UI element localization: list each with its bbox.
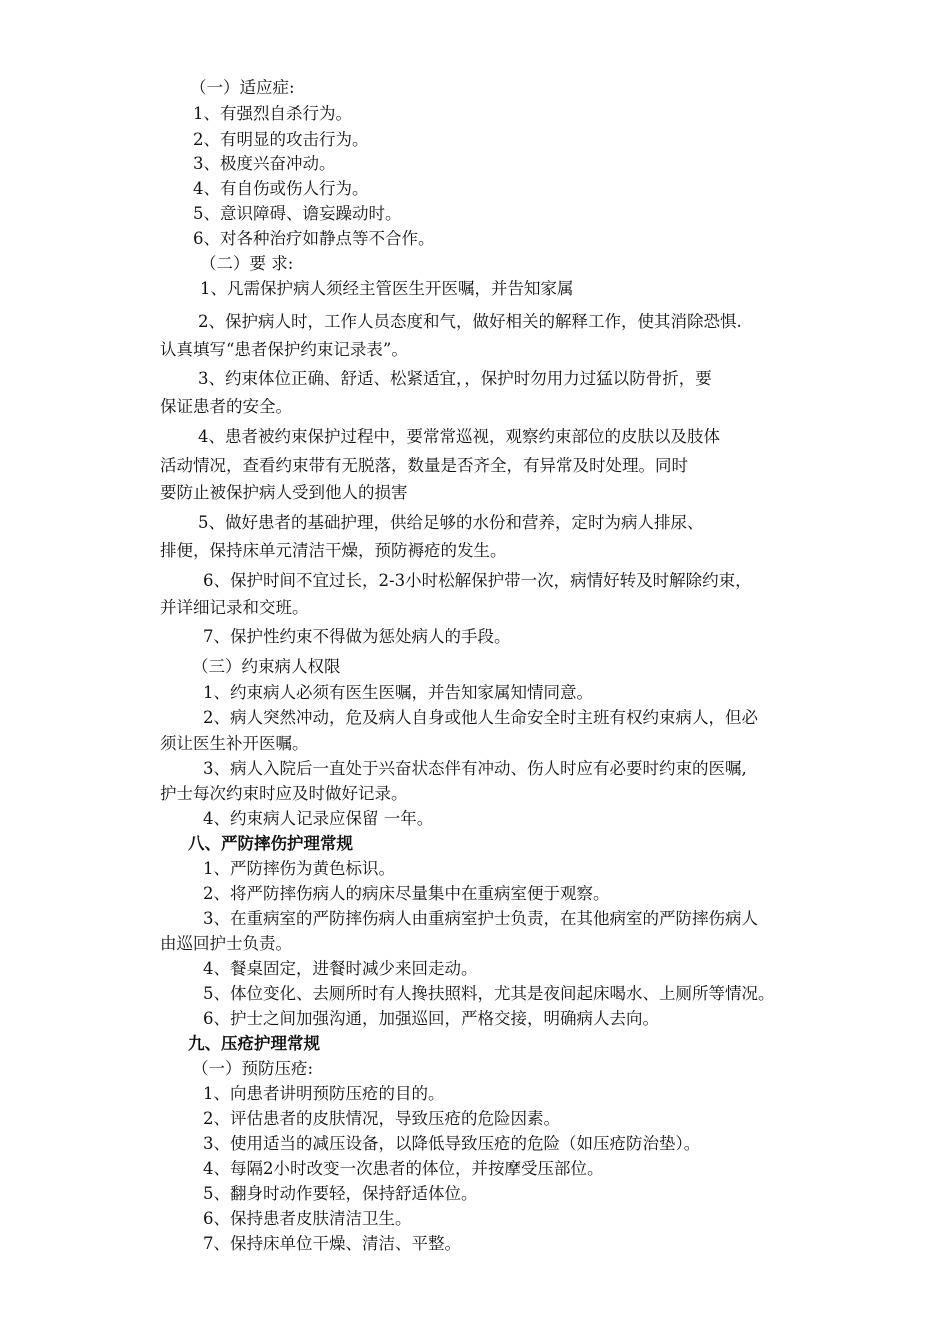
text-line: 1、向患者讲明预防压疮的目的。 [203, 1084, 445, 1103]
text-line: 1、凡需保护病人须经主管医生开医嘱，并告知家属 [200, 279, 574, 298]
text-line: 保证患者的安全。 [160, 397, 292, 416]
text-line: 4、有自伤或伤人行为。 [193, 179, 369, 198]
text-line: 6、对各种治疗如静点等不合作。 [193, 229, 435, 248]
text-line: 5、翻身时动作要轻，保持舒适体位。 [203, 1184, 478, 1203]
text-line: 由巡回护士负责。 [160, 934, 292, 953]
text-line: 2、保护病人时，工作人员态度和气，做好相关的解释工作，使其消除恐惧. [198, 312, 742, 331]
text-line: 3、约束体位正确、舒适、松紧适宜，，保护时勿用力过猛以防骨折，要 [198, 369, 712, 388]
section-heading: （三）约束病人权限 [192, 657, 341, 676]
text-line: 7、保持床单位干燥、清洁、平整。 [203, 1234, 461, 1253]
text-line: 2、病人突然冲动，危及病人自身或他人生命安全时主班有权约束病人，但必 [203, 708, 758, 727]
text-line: 3、病人入院后一直处于兴奋状态伴有冲动、伤人时应有必要时约束的医嘱, [203, 759, 747, 778]
text-line: 活动情况，查看约束带有无脱落，数量是否齐全，有异常及时处理。同时 [160, 456, 688, 475]
text-line: 1、约束病人必须有医生医嘱，并告知家属知情同意。 [203, 683, 593, 702]
text-line: 6、护士之间加强沟通，加强巡回，严格交接，明确病人去向。 [203, 1009, 659, 1028]
text-line: 2、将严防摔伤病人的病床尽量集中在重病室便于观察。 [203, 884, 610, 903]
text-line: 1、严防摔伤为黄色标识。 [203, 859, 395, 878]
text-line: 3、极度兴奋冲动。 [193, 154, 336, 173]
text-line: 5、体位变化、去厕所时有人搀扶照料，尤其是夜间起床喝水、上厕所等情况。 [203, 984, 775, 1003]
text-line: 护士每次约束时应及时做好记录。 [160, 784, 408, 803]
text-line: 7、保护性约束不得做为惩处病人的手段。 [203, 627, 511, 646]
text-line: 4、约束病人记录应保留 一年。 [203, 809, 434, 828]
text-line: 排便，保持床单元清洁干燥，预防褥疮的发生。 [160, 541, 507, 560]
text-line: 要防止被保护病人受到他人的损害 [160, 483, 408, 502]
text-line: 1、有强烈自杀行为。 [193, 104, 352, 123]
text-line: 须让医生补开医嘱。 [160, 734, 309, 753]
text-line: 认真填写“患者保护约束记录表”。 [160, 340, 408, 359]
chapter-heading: 八、严防摔伤护理常规 [188, 834, 353, 853]
text-line: 3、在重病室的严防摔伤病人由重病室护士负责，在其他病室的严防摔伤病人 [203, 909, 758, 928]
text-line: 3、使用适当的减压设备，以降低导致压疮的危险（如压疮防治垫）。 [203, 1134, 701, 1153]
text-line: 6、保持患者皮肤清洁卫生。 [203, 1209, 412, 1228]
section-heading: （一）预防压疮: [192, 1059, 314, 1078]
text-line: 5、意识障碍、谵妄躁动时。 [193, 204, 402, 223]
text-line: 2、评估患者的皮肤情况，导致压疮的危险因素。 [203, 1109, 560, 1128]
text-line: 并详细记录和交班。 [160, 598, 309, 617]
chapter-heading: 九、压疮护理常规 [188, 1034, 320, 1053]
text-line: 2、有明显的攻击行为。 [193, 130, 369, 149]
text-line: 5、做好患者的基础护理，供给足够的水份和营养，定时为病人排尿、 [198, 513, 704, 532]
text-line: 4、餐桌固定，进餐时减少来回走动。 [203, 959, 478, 978]
text-line: 6、保护时间不宜过长，2-3小时松解保护带一次，病情好转及时解除约束， [203, 571, 752, 590]
text-line: 4、每隔2小时改变一次患者的体位，并按摩受压部位。 [203, 1159, 604, 1178]
text-line: （一）适应症: [190, 78, 295, 97]
section-heading: （二）要 求: [200, 254, 294, 273]
text-line: 4、患者被约束保护过程中，要常常巡视，观察约束部位的皮肤以及肢体 [198, 427, 720, 446]
